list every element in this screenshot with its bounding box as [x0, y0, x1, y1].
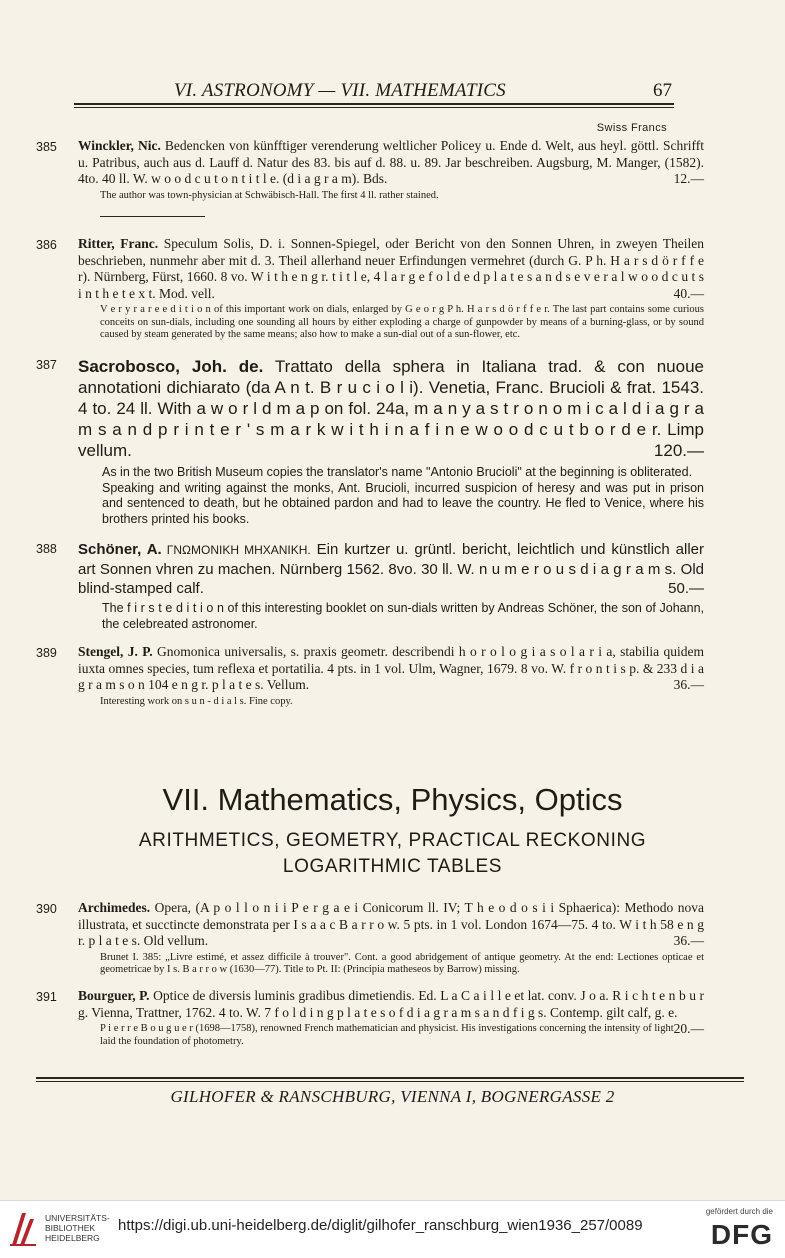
entry-number: 387: [36, 358, 57, 372]
catalogue-entry-385: [36, 138, 704, 202]
entry-price: 50.—: [668, 580, 704, 597]
entry-note: The f i r s t e d i t i o n of this interesting booklet on sun-dials written by Andreas Schöner, the son of Johann, the celebreated astronomer.: [102, 601, 704, 631]
currency-label: Swiss Francs: [596, 122, 667, 134]
entry-number: 385: [36, 140, 57, 154]
footer-rule-thin: [36, 1081, 744, 1082]
entry-note-secondary: Speaking and writing against the monks, Ant. Brucioli, incurred suspicion of heresy and was put in prison and sentenced to death, but he obtained pardon and had to leave the country. He fled to Venice, where his brothers printed his books.: [102, 480, 704, 526]
funding-label: gefördert durch die: [705, 1207, 773, 1216]
entry-price: 12.—: [673, 171, 704, 186]
entry-number: 386: [36, 238, 57, 252]
header-rule: [74, 103, 674, 105]
section-title: VII. Mathematics, Physics, Optics: [162, 782, 623, 817]
catalogue-entry-391: [36, 988, 704, 1048]
footer-rule: [36, 1077, 744, 1079]
entry-author: Bourguer, P.: [78, 988, 150, 1003]
entry-note: The author was town-physician at Schwäbisch-Hall. The first 4 ll. rather stained.: [100, 189, 439, 201]
document-url-link[interactable]: https://digi.ub.uni-heidelberg.de/diglit/gilhofer_ranschburg_wien1936_257/0089: [118, 1217, 643, 1234]
catalogue-entry-386: [36, 236, 704, 342]
entry-price: 40.—: [673, 285, 704, 301]
entry-price: 36.—: [673, 933, 704, 948]
entry-price: 36.—: [673, 677, 704, 692]
entry-price: 120.—: [653, 441, 704, 460]
entry-greek-title: ΓΝΩΜΟΝΙΚΗ ΜΗΧΑΝΙΚΗ.: [161, 543, 311, 557]
entry-note: Interesting work on s u n - d i a l s. Fine copy.: [100, 695, 293, 707]
entry-text: Opera, (A p o l l o n i i P e r g a e i Conicorum ll. IV; T h e o d o s i i Sphaerica): Methodo nova illustrata, et succtincte demonstrata per I s a a c B a r r o w. 5 pts. in 1 vol. London 1674—75. 4 to. W i t h 58 e n g r. p l a t e s. Old vellum.: [78, 900, 704, 948]
publisher-footer: GILHOFER & RANSCHBURG, VIENNA I, BOGNERGASSE 2: [170, 1087, 615, 1106]
dfg-logo: DFG: [710, 1219, 773, 1250]
institution-name: UNIVERSITÄTS- BIBLIOTHEK HEIDELBERG: [45, 1213, 110, 1243]
entry-number: 389: [36, 646, 57, 660]
catalogue-entry-390: [36, 900, 704, 977]
entry-author: Ritter, Franc.: [78, 236, 159, 251]
page-number: 67: [653, 80, 672, 101]
entry-text: Ein kurtzer u. grüntl. bericht, leichtlich und künstlich aller art Sonnen vhren zu machen. Nürnberg 1562. 8vo. 30 ll. W. n u m e r o u s d i a g r a m s. Old blind-stamped calf.: [78, 541, 704, 597]
page-header: [74, 76, 674, 104]
entry-author: Stengel, J. P.: [78, 644, 153, 659]
entry-text: Bedencken von künfftiger verenderung weltlicher Policey u. Ende d. Welt, aus heyl. göttl. Schrifft u. Patribus, auch aus d. Lauff d. Natur des 83. bis auf d. 88. u. 89. Jar beschreiben. Augsburg, M. Manger, (1582). 4to. 40 ll. W. w o o d c u t o n t i t l e. (d i a g r a m). Bds.: [78, 138, 704, 186]
section-subtitle-2: LOGARITHMIC TABLES: [282, 856, 503, 877]
university-library-logo-icon: [8, 1209, 38, 1249]
header-rule-thin: [74, 107, 674, 108]
entry-note: V e r y r a r e e d i t i o n of this important work on dials, enlarged by G e o r g P h. H a r s d ö r f f e r. The last part contains some curious conceits on sun-dials, including one sounding all hours by either exploding a charge of gunpowder by means of a burning-glass, or by sound caused by steam generated by the same means; also how to make a sun-dial out of a sun-flower, etc.: [100, 304, 704, 340]
catalogue-entry-387: [36, 356, 704, 527]
entry-author: Schöner, A.: [78, 541, 162, 558]
entry-text: Trattato della sphera in Italiana trad. & con nuoue annotationi dichiarato (da A n t. B r u c i o l i). Venetia, Franc. Brucioli & frat. 1543. 4 to. 24 ll. With a w o r l d m a p on fol. 24a, m a n y a s t r o n o m i c a l d i a g r a m s a n d p r i n t e r ' s m a r k w i t h i n a f i n e w o o d c u t b o r d e r. Limp vellum.: [78, 357, 704, 460]
entry-note: As in the two British Museum copies the translator's name "Antonio Brucioli" at the beginning is obliterated.: [102, 465, 693, 479]
entry-text: Gnomonica universalis, s. praxis geometr. describendi h o r o l o g i a s o l a r i a, stabilia quidem iuxta omnes species, tum reflexa et portatilia. 4 pts. in 1 vol. Ulm, Wagner, 1679. 8 vo. W. f r o n t i s p. & 233 d i a g r a m s o n 104 e n g r. p l a t e s. Vellum.: [78, 644, 704, 692]
entry-author: Winckler, Nic.: [78, 138, 161, 153]
catalogue-entry-389: [36, 644, 704, 708]
entry-author: Archimedes.: [78, 900, 151, 915]
catalogue-entry-388: [36, 540, 704, 632]
entry-price: 20.—: [673, 1021, 704, 1036]
entry-number: 390: [36, 902, 57, 916]
entry-note: P i e r r e B o u g u e r (1698—1758), renowned French mathematician and physicist. His investigations concerning the intensity of light laid the foundation of photometry.: [100, 1023, 674, 1047]
section-subtitle: ARITHMETICS, GEOMETRY, PRACTICAL RECKONING: [138, 830, 647, 851]
entry-number: 388: [36, 542, 57, 556]
entry-text: Speculum Solis, D. i. Sonnen-Spiegel, oder Bericht von den Sonnen Uhren, in zweyen Theilen beschrieben, nunmehr aber mit d. 3. Theil allerhand neuer Erfindungen vermehret (durch G. P h. H a r s d ö r f f e r). Nürnberg, Fürst, 1660. 8 vo. W i t h e n g r. t i t l e, 4 l a r g e f o l d e d p l a t e s a n d s e v e r a l w o o d c u t s i n t h e t e x t. Mod. vell.: [78, 236, 704, 301]
running-title: VI. ASTRONOMY — VII. MATHEMATICS: [174, 80, 506, 101]
entry-note: Brunet I. 385: „Livre estimé, et assez difficile à trouver". Cont. a good abridgement of antique geometry. At the end: Lectiones opticae et geometricae by I s. B a r r o w (1630—77). Title to Pt. II: (Principia matheseos by Barrow) missing.: [100, 951, 704, 975]
entry-number: 391: [36, 990, 57, 1004]
entry-separator-rule: [100, 216, 205, 217]
viewer-bottom-bar: [0, 1200, 785, 1258]
entry-author: Sacrobosco, Joh. de.: [78, 357, 264, 376]
entry-text: Optice de diversis luminis gradibus dimetiendis. Ed. L a C a i l l e et lat. conv. J o a. R i c h t e n b u r g. Vienna, Trattner, 1762. 4 to. W. 7 f o l d i n g p l a t e s o f d i a g r a m s a n d f i g s. Contemp. gilt calf, g. e.: [78, 988, 704, 1020]
